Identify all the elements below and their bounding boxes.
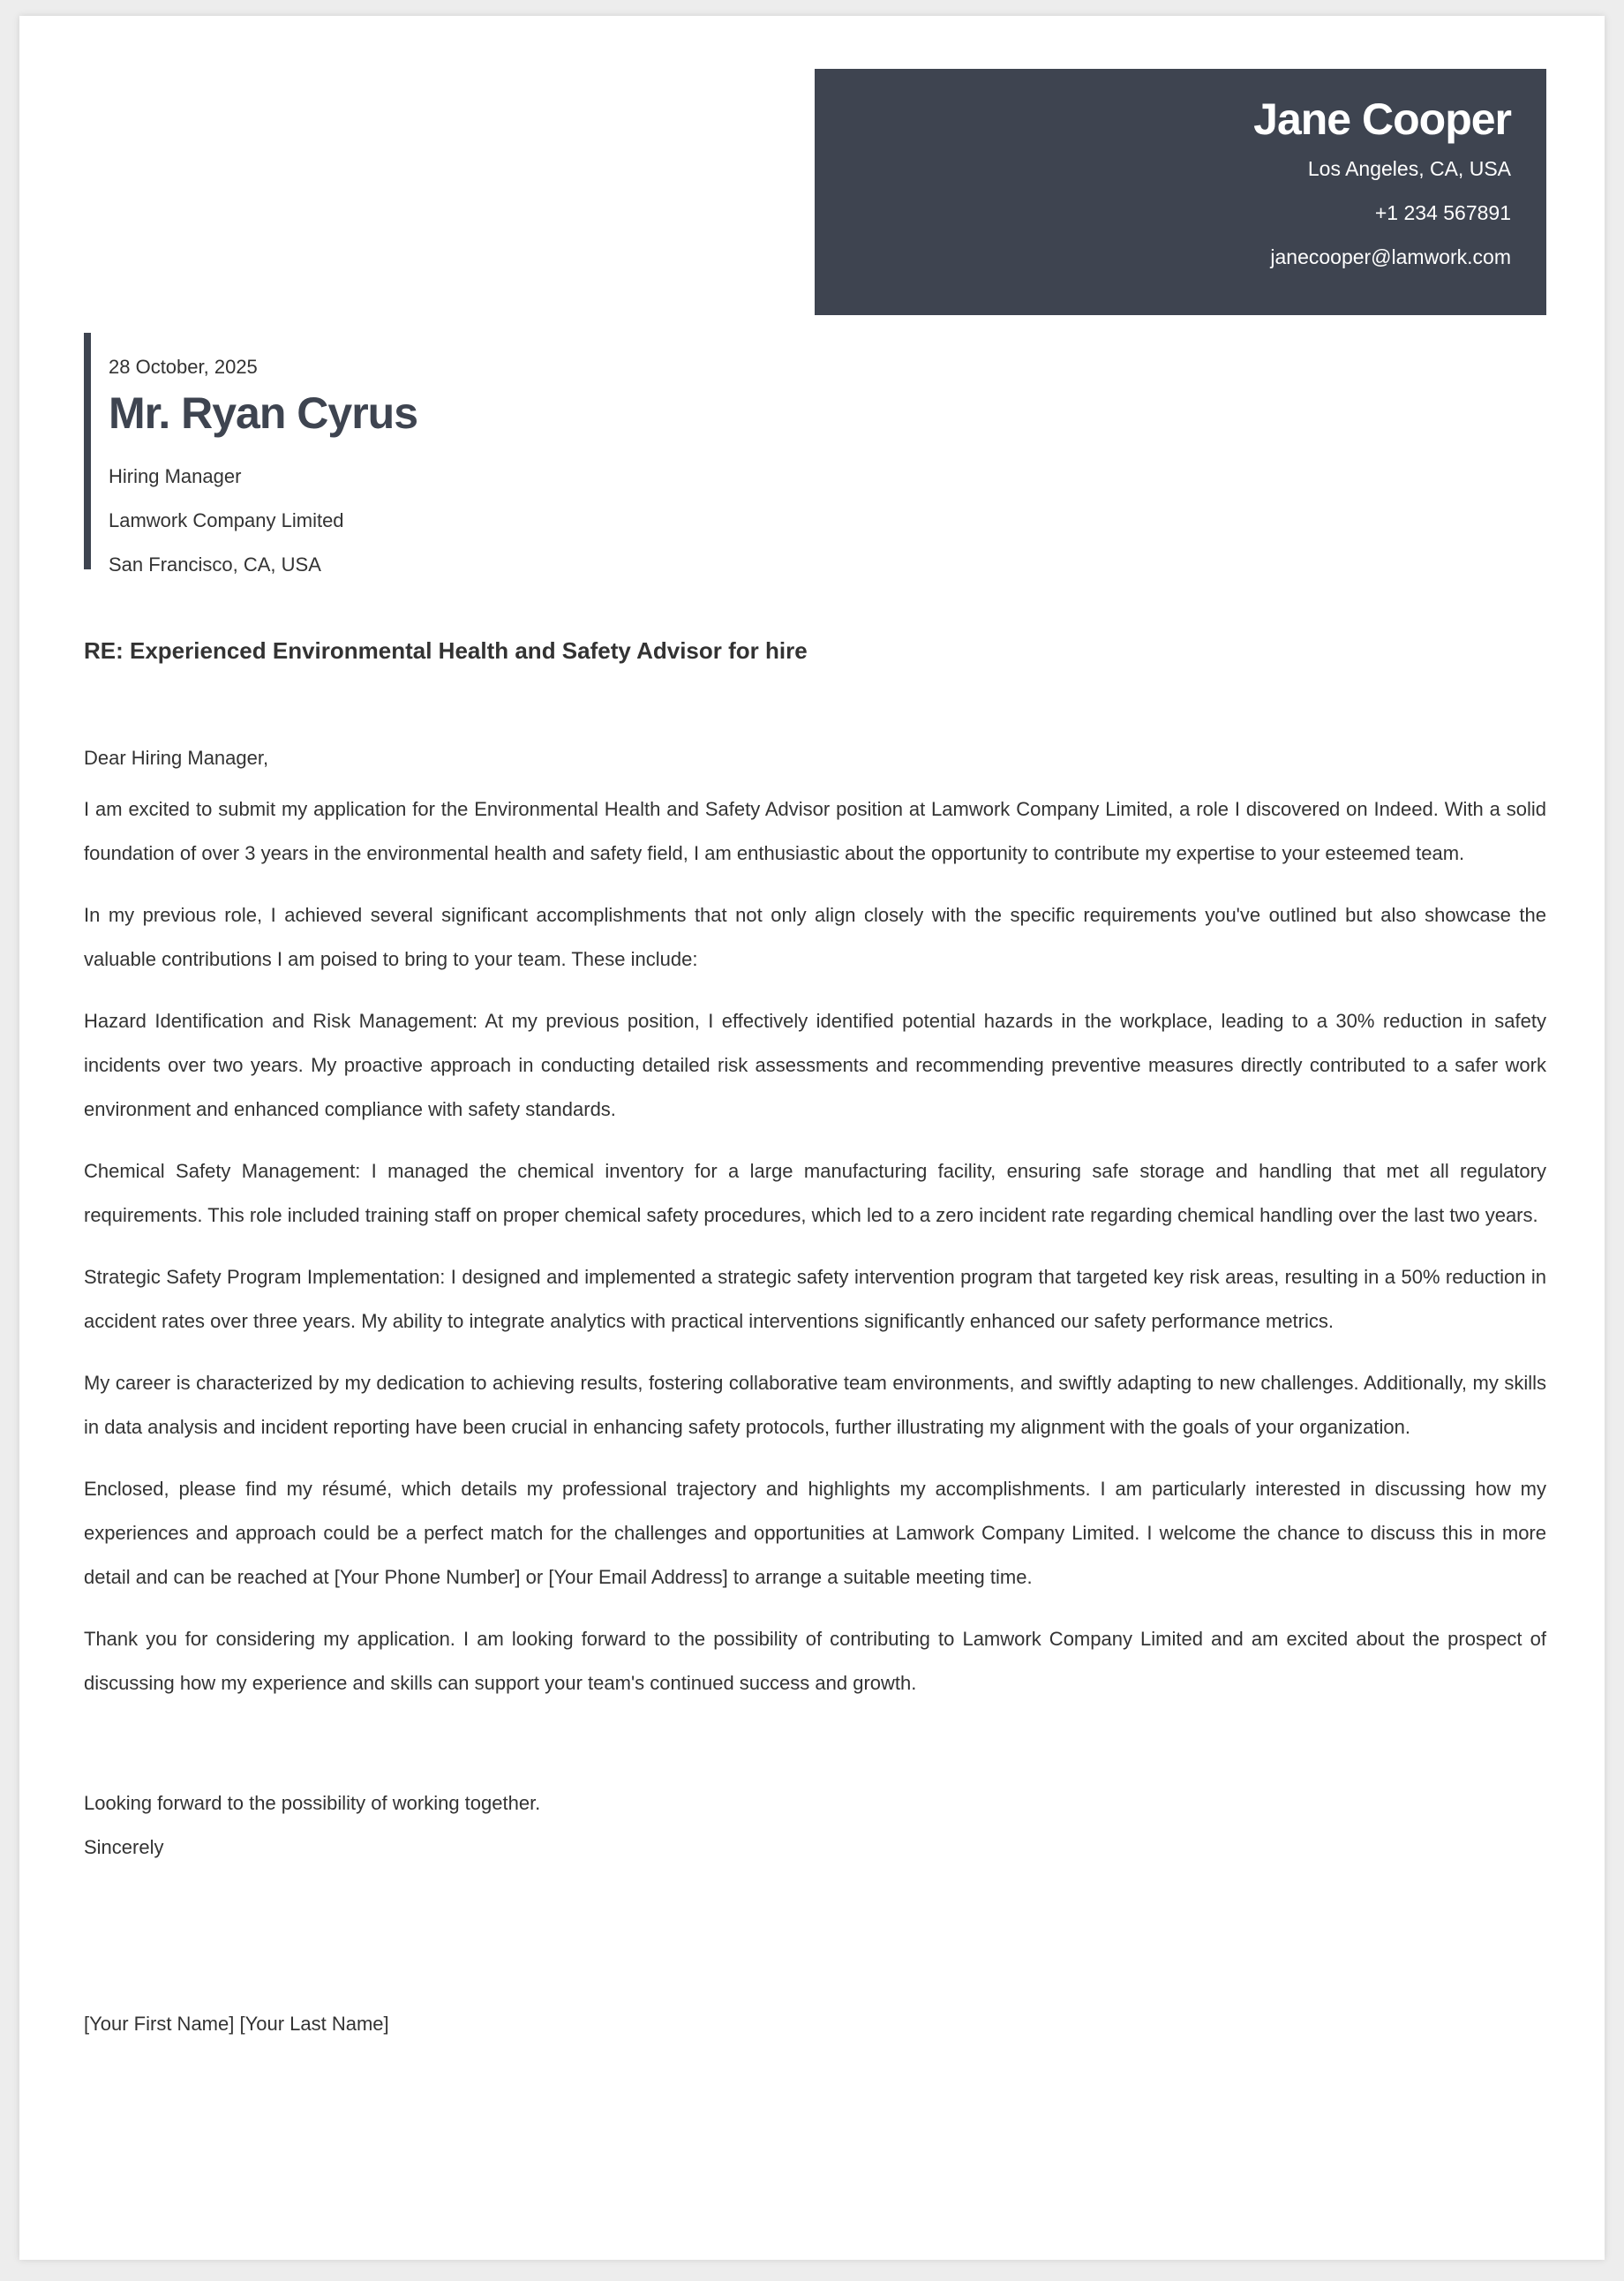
sender-header xyxy=(815,69,1546,315)
paragraph: Strategic Safety Program Implementation: I designed and implemented a strategic safety intervention program that targeted key risk areas, resulting in a 50% reduction in accident rates over three years. My ability to integrate analytics with practical interventions significantly enhanced our safety performance metrics. xyxy=(84,1266,1546,1332)
paragraph: In my previous role, I achieved several significant accomplishments that not only align closely with the specific requirements you've outlined but also showcase the valuable contributions I am poised to bring to your team. These include: xyxy=(84,904,1546,970)
signoff: Sincerely xyxy=(84,1836,164,1858)
sender-phone: +1 234 567891 xyxy=(1374,201,1511,224)
recipient-company: Lamwork Company Limited xyxy=(109,509,344,531)
closing-line: Looking forward to the possibility of working together. xyxy=(84,1792,541,1814)
sender-location: Los Angeles, CA, USA xyxy=(1307,157,1511,180)
recipient-name: Mr. Ryan Cyrus xyxy=(109,388,418,438)
sender-email: janecooper@lamwork.com xyxy=(1270,245,1511,268)
paragraph: Enclosed, please find my résumé, which details my professional trajectory and highlights my accomplishments. I am particularly interested in discussing how my experiences and approach could be a perfect match for the challenges and opportunities at Lamwork Company Limited. I welcome the chance to discuss this in more detail and can be reached at [Your Phone Number] or [Your Email Address] to arrange a suitable meeting time. xyxy=(84,1478,1546,1588)
paragraph: I am excited to submit my application for the Environmental Health and Safety Advisor position at Lamwork Company Limited, a role I discovered on Indeed. With a solid foundation of over 3 years in the environmental health and safety field, I am enthusiastic about the opportunity to contribute my expertise to your esteemed team. xyxy=(84,798,1546,864)
recipient-block xyxy=(84,333,903,576)
sender-name: Jane Cooper xyxy=(1253,94,1511,144)
paragraph: Hazard Identification and Risk Management: At my previous position, I effectively identified potential hazards in the workplace, leading to a 30% reduction in safety incidents over two years. My proactive approach in conducting detailed risk assessments and recommending preventive measures directly contributed to a safer work environment and enhanced compliance with safety standards. xyxy=(84,1010,1546,1120)
recipient-title: Hiring Manager xyxy=(109,465,242,487)
paragraph: Thank you for considering my application. I am looking forward to the possibility of contributing to Lamwork Company Limited and am excited about the prospect of discussing how my experience and skills can support your team's continued success and growth. xyxy=(84,1628,1546,1694)
paragraph: Chemical Safety Management: I managed the chemical inventory for a large manufacturing facility, ensuring safe storage and handling that met all regulatory requirements. This role included training staff on proper chemical safety procedures, which led to a zero incident rate regarding chemical handling over the last two years. xyxy=(84,1160,1546,1226)
letter-page xyxy=(19,16,1605,2260)
recipient-location: San Francisco, CA, USA xyxy=(109,553,321,576)
salutation: Dear Hiring Manager, xyxy=(84,747,269,769)
letter-date: 28 October, 2025 xyxy=(109,356,258,378)
signature-placeholder: [Your First Name] [Your Last Name] xyxy=(84,2013,389,2035)
paragraph: My career is characterized by my dedication to achieving results, fostering collaborative team environments, and swiftly adapting to new challenges. Additionally, my skills in data analysis and incident reporting have been crucial in enhancing safety protocols, further illustrating my alignment with the goals of your organization. xyxy=(84,1372,1546,1438)
subject-line: RE: Experienced Environmental Health and Safety Advisor for hire xyxy=(84,637,808,664)
